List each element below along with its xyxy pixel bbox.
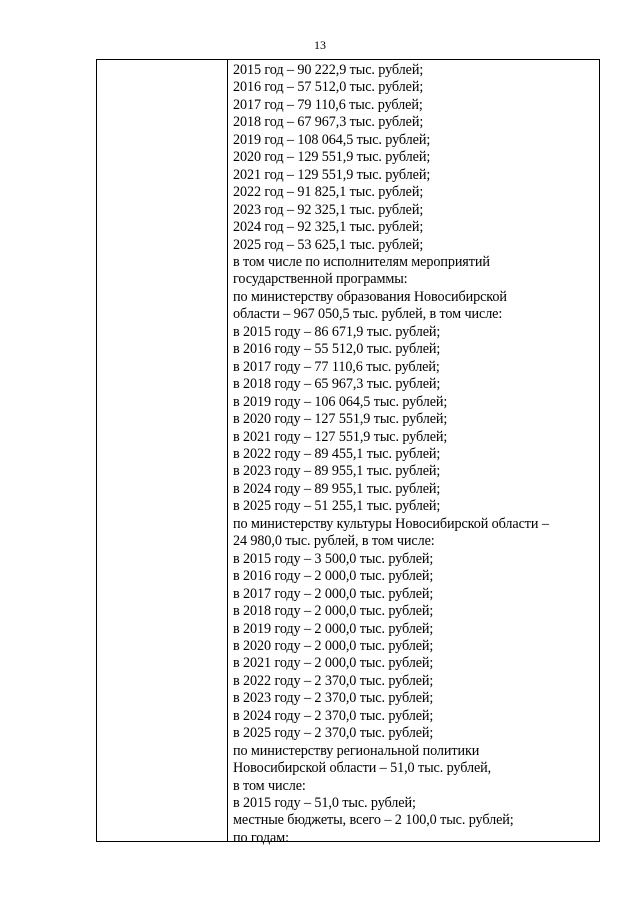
text-line: в 2015 году – 51,0 тыс. рублей; xyxy=(233,795,416,812)
text-line: 2022 год – 91 825,1 тыс. рублей; xyxy=(233,184,424,201)
text-line: 2020 год – 129 551,9 тыс. рублей; xyxy=(233,149,431,166)
text-line: местные бюджеты, всего – 2 100,0 тыс. рублей; xyxy=(233,812,514,829)
text-line: по министерству региональной политики xyxy=(233,742,480,759)
text-line: 2019 год – 108 064,5 тыс. рублей; xyxy=(233,131,431,148)
financing-text-cell xyxy=(233,62,597,847)
text-line: в 2017 году – 2 000,0 тыс. рублей; xyxy=(233,585,434,602)
text-line: 2015 год – 90 222,9 тыс. рублей; xyxy=(233,62,424,78)
text-line: в 2017 году – 77 110,6 тыс. рублей; xyxy=(233,358,440,375)
text-line: 2017 год – 79 110,6 тыс. рублей; xyxy=(233,96,423,113)
text-line: по министерству образования Новосибирской xyxy=(233,288,507,305)
text-line: в 2024 году – 89 955,1 тыс. рублей; xyxy=(233,480,441,497)
text-line: в 2025 году – 51 255,1 тыс. рублей; xyxy=(233,498,441,515)
text-line: в 2018 году – 65 967,3 тыс. рублей; xyxy=(233,376,441,393)
text-line: Новосибирской области – 51,0 тыс. рублей, xyxy=(233,760,492,777)
text-line: в 2015 году – 86 671,9 тыс. рублей; xyxy=(233,323,441,340)
column-divider xyxy=(227,60,228,841)
text-line: в том числе по исполнителям мероприятий xyxy=(233,253,490,270)
text-line: в 2022 году – 89 455,1 тыс. рублей; xyxy=(233,445,441,462)
text-line: в 2024 году – 2 370,0 тыс. рублей; xyxy=(233,707,434,724)
text-line: по годам: xyxy=(233,829,289,846)
text-line: в 2015 году – 3 500,0 тыс. рублей; xyxy=(233,550,434,567)
page-number: 13 xyxy=(314,38,326,52)
text-line: по министерству культуры Новосибирской области – xyxy=(233,515,549,532)
text-line: в 2021 году – 127 551,9 тыс. рублей; xyxy=(233,428,448,445)
text-line: области – 967 050,5 тыс. рублей, в том числе: xyxy=(233,306,503,323)
text-line: 2021 год – 129 551,9 тыс. рублей; xyxy=(233,166,431,183)
text-line: в 2025 году – 2 370,0 тыс. рублей; xyxy=(233,725,434,742)
text-line: в 2019 году – 2 000,0 тыс. рублей; xyxy=(233,620,434,637)
text-line: в том числе: xyxy=(233,777,306,794)
text-line: в 2022 году – 2 370,0 тыс. рублей; xyxy=(233,672,434,689)
document-table xyxy=(96,59,600,846)
text-line: 2024 год – 92 325,1 тыс. рублей; xyxy=(233,219,424,236)
text-line: 2018 год – 67 967,3 тыс. рублей; xyxy=(233,114,424,131)
text-line: в 2019 году – 106 064,5 тыс. рублей; xyxy=(233,393,448,410)
text-line: 2025 год – 53 625,1 тыс. рублей; xyxy=(233,236,424,253)
text-line: в 2016 году – 55 512,0 тыс. рублей; xyxy=(233,341,441,358)
text-line: в 2021 году – 2 000,0 тыс. рублей; xyxy=(233,655,434,672)
text-line: государственной программы: xyxy=(233,271,408,288)
text-line: в 2016 году – 2 000,0 тыс. рублей; xyxy=(233,568,434,585)
text-line: 2023 год – 92 325,1 тыс. рублей; xyxy=(233,201,424,218)
text-line: в 2023 году – 89 955,1 тыс. рублей; xyxy=(233,463,441,480)
text-line: в 2018 году – 2 000,0 тыс. рублей; xyxy=(233,603,434,620)
text-line: в 2020 году – 2 000,0 тыс. рублей; xyxy=(233,637,434,654)
text-line: 24 980,0 тыс. рублей, в том числе: xyxy=(233,533,435,550)
text-line: в 2020 году – 127 551,9 тыс. рублей; xyxy=(233,411,448,428)
text-line: 2016 год – 57 512,0 тыс. рублей; xyxy=(233,79,424,96)
text-line: в 2023 году – 2 370,0 тыс. рублей; xyxy=(233,690,434,707)
